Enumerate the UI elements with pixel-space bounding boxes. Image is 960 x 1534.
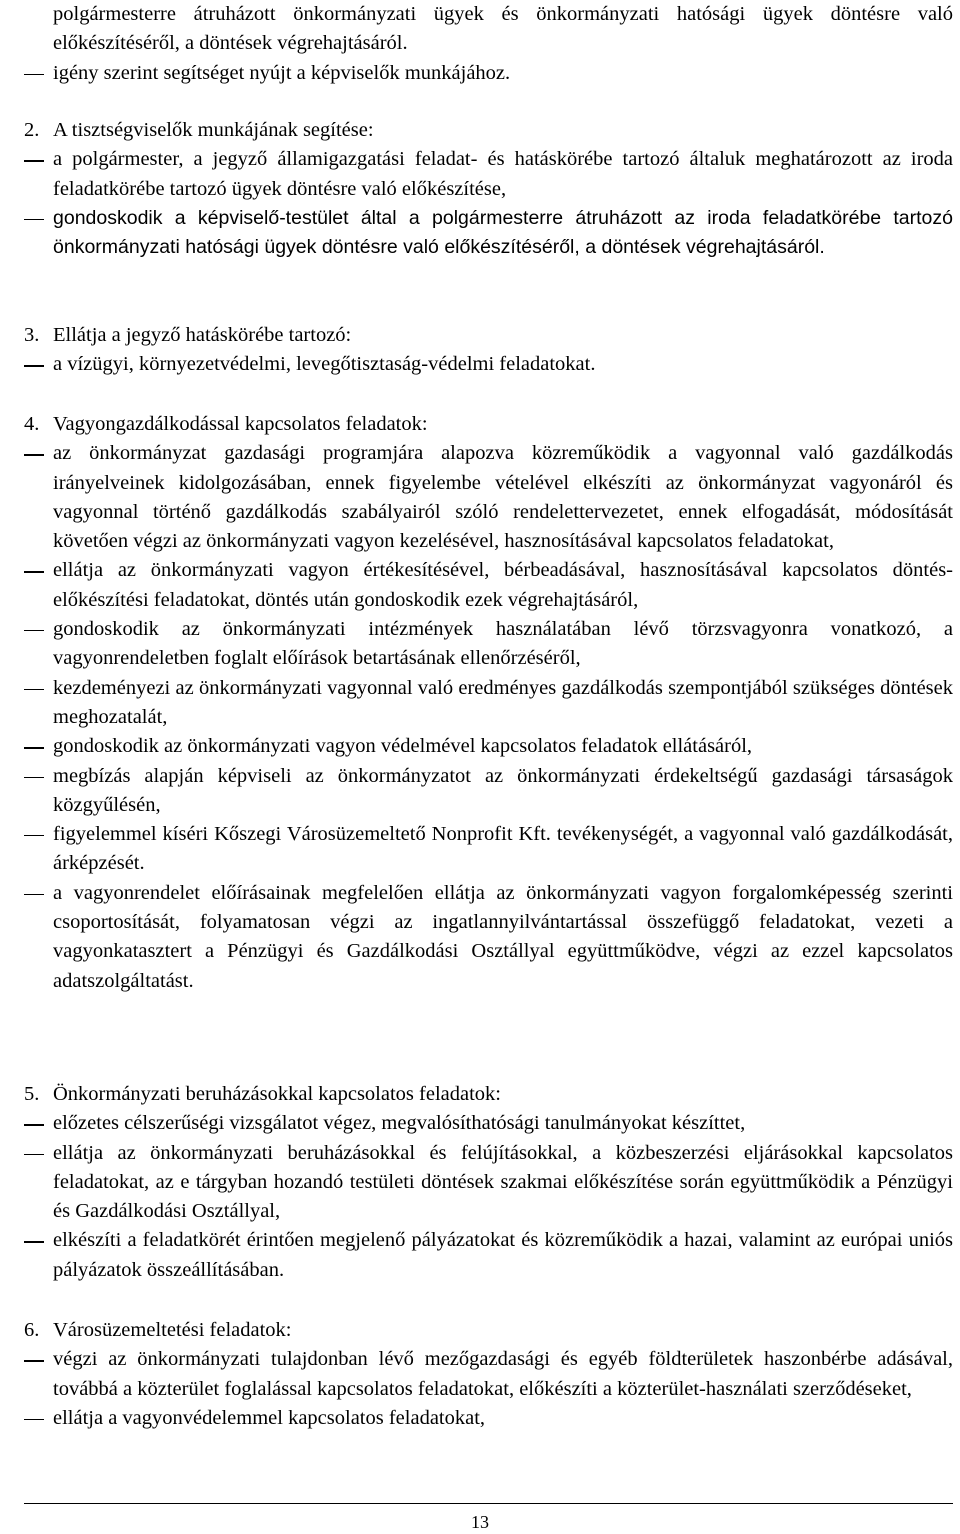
section-4	[24, 410, 953, 996]
list-item: kezdeményezi az önkormányzati vagyonnal való eredményes gazdálkodás szempontjából szükséges döntések meghozatalát,	[53, 676, 953, 728]
page-number: 13	[471, 1512, 489, 1532]
section-3-heading: 3. Ellátja a jegyző hatáskörébe tartozó:	[24, 324, 352, 346]
list-item: gondoskodik az önkormányzati vagyon védelmével kapcsolatos feladatok ellátásáról,	[53, 735, 753, 758]
section-5	[24, 1080, 953, 1285]
list-item: ellátja az önkormányzati vagyon értékesítésével, bérbeadásával, hasznosításával kapcsolatos döntés-előkészítési feladatokat, döntés után gondoskodik ezek végrehajtásáról,	[53, 559, 953, 611]
section-2-heading: 2. A tisztségviselők munkájának segítése:	[24, 119, 374, 141]
list-item: megbízás alapján képviseli az önkormányzatot az önkormányzati érdekeltségű gazdasági társaságok közgyűlésén,	[53, 764, 953, 816]
list-item: az önkormányzat gazdasági programjára alapozva közreműködik a vagyonnal való gazdálkodás irányelveinek kidolgozásában, ennek figyelembe vételével elkészíti az önkormányzat vagyonáról és vagyonnal történő gazdálkodás szabályairól szóló rendelettervezetet, ennek elfogadását, módosítását követően végzi az önkormányzati vagyon kezelésével, hasznosításával kapcsolatos feladatokat,	[53, 442, 953, 553]
intro-block	[24, 0, 953, 88]
section-4-heading: 4. Vagyongazdálkodással kapcsolatos feladatok:	[24, 413, 428, 435]
list-item: a vízügyi, környezetvédelmi, levegőtisztaság-védelmi feladatokat.	[53, 353, 596, 376]
section-5-heading: 5. Önkormányzati beruházásokkal kapcsolatos feladatok:	[24, 1083, 501, 1105]
section-6	[24, 1316, 953, 1433]
list-item: végzi az önkormányzati tulajdonban lévő mezőgazdasági és egyéb földterületek haszonbérbe adásával, továbbá a közterület foglalással kapcsolatos feladatokat, előkészíti a közterület-használati szerződéseket,	[53, 1348, 953, 1400]
list-item: figyelemmel kíséri Kőszegi Városüzemeltető Nonprofit Kft. tevékenységét, a vagyonnal való gazdálkodását, árképzését.	[53, 823, 953, 875]
list-item: a polgármester, a jegyző államigazgatási feladat- és hatáskörébe tartozó általuk meghatározott az iroda feladatkörébe tartozó ügyek döntésre való előkészítése,	[53, 148, 953, 200]
list-item: a vagyonrendelet előírásainak megfelelően ellátja az önkormányzati vagyon forgalomképesség szerinti csoportosítását, folyamatosan végzi az ingatlannyilvántartással összefüggő feladatokat, vezeti a vagyonkatasztert a Pénzügyi és Gazdálkodási Osztállyal együttműködve, végzi az ezzel kapcsolatos adatszolgáltatást.	[53, 881, 953, 992]
list-item: gondoskodik a képviselő-testület által a polgármesterre átruházott az iroda feladatkörébe tartozó önkormányzati hatósági ügyek döntésre való előkészítéséről, a döntések végrehajtásáról.	[53, 206, 953, 259]
list-item: előzetes célszerűségi vizsgálatot végez, megvalósíthatósági tanulmányokat készíttet,	[53, 1112, 746, 1135]
section-6-heading: 6. Városüzemeltetési feladatok:	[24, 1319, 292, 1341]
footer-divider	[24, 1503, 953, 1504]
list-item: elkészíti a feladatkörét érintően megjelenő pályázatokat és közreműködik a hazai, valamint az európai uniós pályázatok összeállításában.	[53, 1229, 953, 1281]
section-2	[24, 116, 953, 262]
list-item: ellátja az önkormányzati beruházásokkal és felújításokkal, a közbeszerzési eljárásokkal kapcsolatos feladatokat, az e tárgyban hozandó testületi döntések szakmai előkészítése során együttműködik a Pénzügyi és Gazdálkodási Osztállyal,	[53, 1141, 953, 1223]
section-3	[24, 321, 953, 380]
list-item: ellátja a vagyonvédelemmel kapcsolatos feladatokat,	[53, 1406, 486, 1429]
list-item: gondoskodik az önkormányzati intézmények használatában lévő törzsvagyonra vonatkozó, a vagyonrendeletben foglalt előírások betartásának ellenőrzéséről,	[53, 618, 953, 670]
intro-bullet: igény szerint segítséget nyújt a képviselők munkájához.	[53, 61, 511, 84]
intro-continuation-text: polgármesterre átruházott önkormányzati ügyek és önkormányzati hatósági ügyek döntésre való előkészítéséről, a döntések végrehajtásáról.	[53, 3, 953, 55]
